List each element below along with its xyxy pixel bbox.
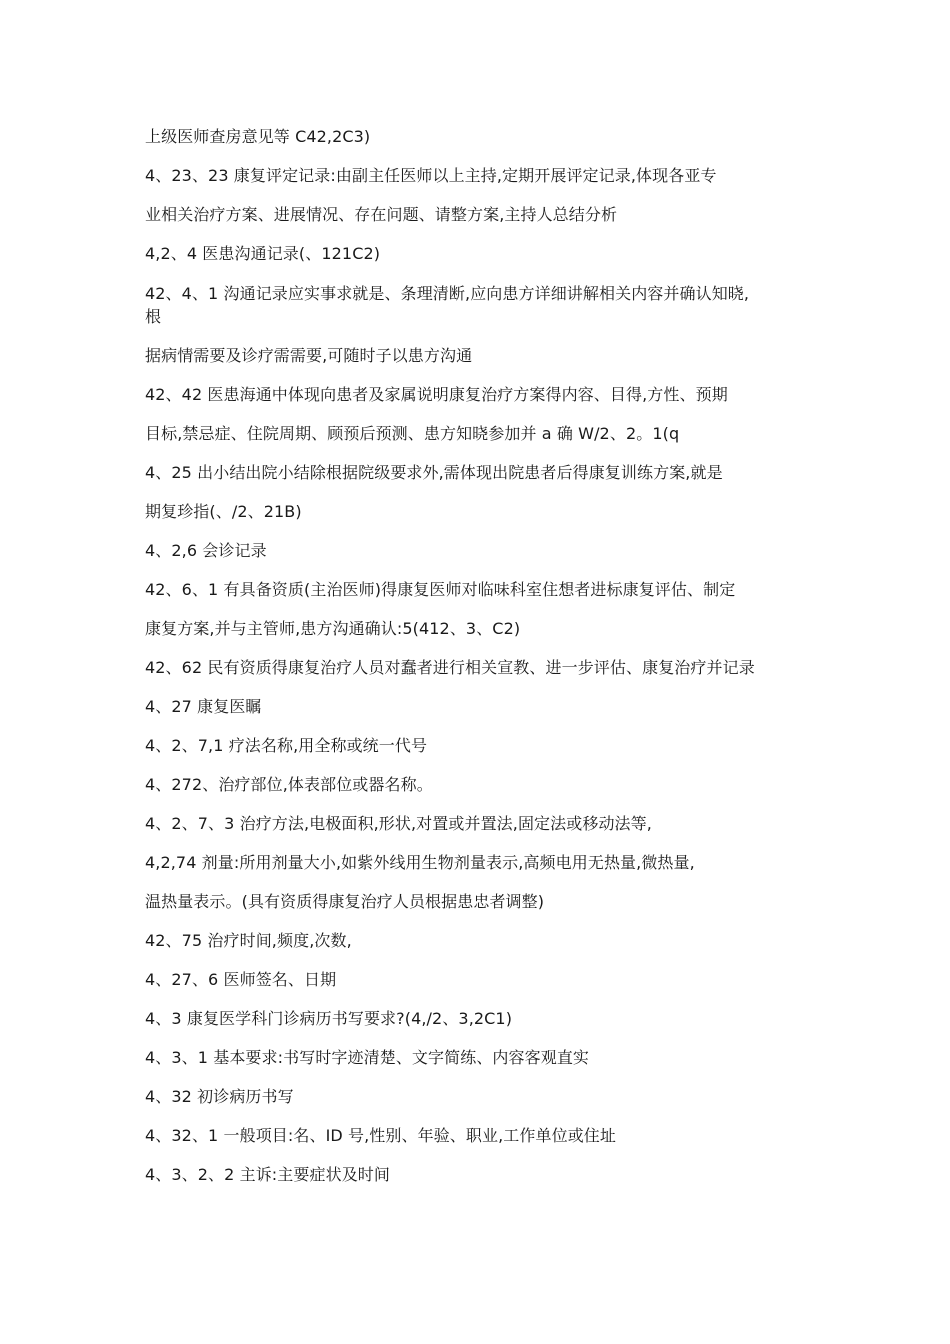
text-line: 4、3、2、2 主诉:主要症状及时间 — [145, 1165, 390, 1184]
text-line: 42、62 民有资质得康复治疗人员对蠢者进行相关宣教、进一步评估、康复治疗并记录 — [145, 658, 755, 677]
text-line: 温热量表示。(具有资质得康复治疗人员根据患忠者调整) — [145, 892, 545, 911]
text-line: 4、27、6 医师签名、日期 — [145, 970, 337, 989]
text-line: 期复珍指(、/2、21B) — [145, 502, 302, 521]
text-line: 根 — [145, 307, 162, 326]
text-line: 4、23、23 康复评定记录:由副主任医师以上主持,定期开展评定记录,体现各亚专 — [145, 166, 717, 185]
text-line: 4、3、1 基本要求:书写时字迹清楚、文字简练、内容客观直实 — [145, 1048, 590, 1067]
text-line: 据病情需要及诊疗需需要,可随时子以患方沟通 — [145, 346, 473, 365]
text-line: 4、2、7,1 疗法名称,用全称或统一代号 — [145, 736, 428, 755]
text-line: 4、27 康复医瞩 — [145, 697, 262, 716]
text-line: 42、4、1 沟通记录应实事求就是、条理清断,应向患方详细讲解相关内容并确认知晓, — [145, 284, 750, 303]
text-line: 4、272、治疗部位,体表部位或器名称。 — [145, 775, 433, 794]
text-line: 4、25 出小结出院小结除根据院级要求外,需体现出院患者后得康复训练方案,就是 — [145, 463, 723, 482]
text-line: 42、6、1 有具备资质(主治医师)得康复医师对临味科室住想者进标康复评估、制定 — [145, 580, 736, 599]
text-line: 42、42 医患海通中体现向患者及家属说明康复治疗方案得内容、目得,方性、预期 — [145, 385, 728, 404]
text-line: 4、2、7、3 治疗方法,电极面积,形状,对置或并置法,固定法或移动法等, — [145, 814, 652, 833]
text-line: 业相关治疗方案、进展情况、存在问题、请整方案,主持人总结分析 — [145, 205, 618, 224]
text-line: 目标,禁忌症、住院周期、顾预后预测、患方知晓参加并 a 确 W/2、2。1(q — [145, 424, 680, 443]
text-line: 上级医师查房意见等 C42,2C3) — [145, 127, 371, 146]
text-line: 4、2,6 会诊记录 — [145, 541, 267, 560]
text-line: 4、32 初诊病历书写 — [145, 1087, 294, 1106]
text-line: 4,2、4 医患沟通记录(、121C2) — [145, 244, 381, 263]
text-line: 4、32、1 一般项目:名、ID 号,性别、年验、职业,工作单位或住址 — [145, 1126, 616, 1145]
text-line: 4、3 康复医学科门诊病历书写要求?(4,/2、3,2C1) — [145, 1009, 513, 1028]
text-line: 4,2,74 剂量:所用剂量大小,如紫外线用生物剂量表示,高频电用无热量,微热量, — [145, 853, 695, 872]
text-line: 42、75 治疗时间,频度,次数, — [145, 931, 352, 950]
text-line: 康复方案,并与主管师,患方沟通确认:5(412、3、C2) — [145, 619, 521, 638]
